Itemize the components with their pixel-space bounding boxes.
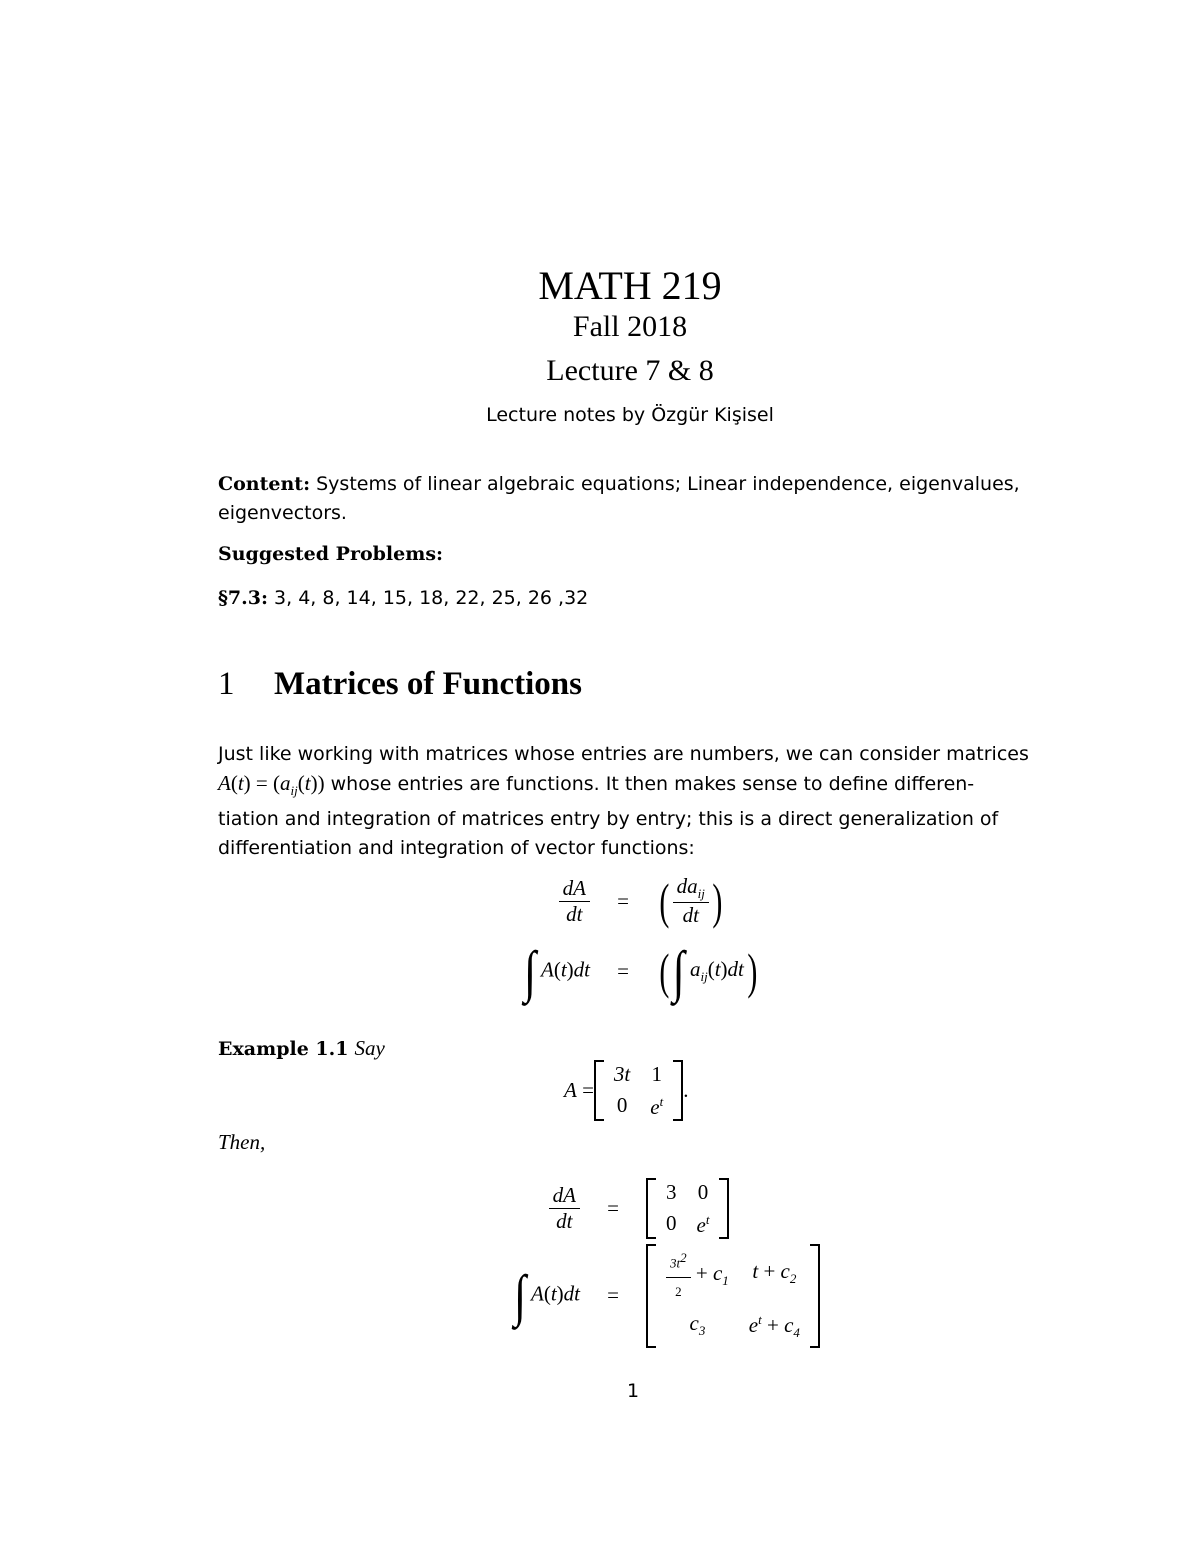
content-text: Systems of linear algebraic equations; Linear independence, eigenvalues, xyxy=(310,473,1020,495)
example-then: Then, xyxy=(218,1130,266,1154)
matrix-function-notation: $A(t) = (a_{ij}(t))$ xyxy=(218,771,325,799)
author-line: Lecture notes by Özgür Kişisel xyxy=(486,404,774,426)
derivative-result: $\frac{dA}{dt}$ = 3 0 0 $e^t$ xyxy=(470,1178,729,1239)
suggested-problems-heading: Suggested Problems: xyxy=(218,543,444,565)
content-label: Content: xyxy=(218,473,311,495)
derivative-definition: $\frac{dA}{dt}$ = ( $\frac{da_{ij}}{dt}$ ) xyxy=(480,872,726,930)
section-ref: §7.3: xyxy=(218,587,269,609)
section-title: Matrices of Functions xyxy=(274,666,582,702)
example-say: Say xyxy=(354,1036,385,1060)
section-number: 1 xyxy=(218,666,235,702)
derivative-matrix: 3 0 0 $e^t$ xyxy=(646,1178,729,1239)
term-subtitle: Fall 2018 xyxy=(572,310,688,343)
content-paragraph xyxy=(218,470,1054,528)
section-heading xyxy=(218,666,582,703)
lecture-subtitle: Lecture 7 & 8 xyxy=(546,354,714,387)
integral-result: ∫ A(t)dt = $\frac{3t^2}{2}$ + $c_1$ $t + c_2$ $c_3$ $e^t + c_4$ xyxy=(470,1244,820,1348)
matrix-A-definition: A = 3t 1 0 $e^t$ . xyxy=(564,1062,689,1119)
intro-paragraph: Just like working with matrices whose entries are numbers, we can consider matrices $A(t) = (a_{ij}(t))$ whose entries are functions. It then makes sense to define differen- tiation and integration of matrices entry by entry; this is a direct generalization of differentiation and integration of vector functions: xyxy=(218,743,1029,860)
example-label: Example 1.1 xyxy=(218,1038,349,1060)
suggested-problems-list xyxy=(218,584,1054,613)
integral-definition: ∫ A(t)dt = (∫ $a_{ij}(t)dt$) xyxy=(524,939,758,1003)
integral-matrix: $\frac{3t^2}{2}$ + $c_1$ $t + c_2$ $c_3$ $e^t + c_4$ xyxy=(646,1244,820,1348)
content-text-cont: eigenvectors. xyxy=(218,502,347,524)
problem-numbers: 3, 4, 8, 14, 15, 18, 22, 25, 26 ,32 xyxy=(268,587,589,609)
page-title: MATH 219 xyxy=(538,263,722,308)
page-number: 1 xyxy=(626,1380,640,1402)
matrix-A: 3t 1 0 $e^t$ xyxy=(594,1060,683,1121)
